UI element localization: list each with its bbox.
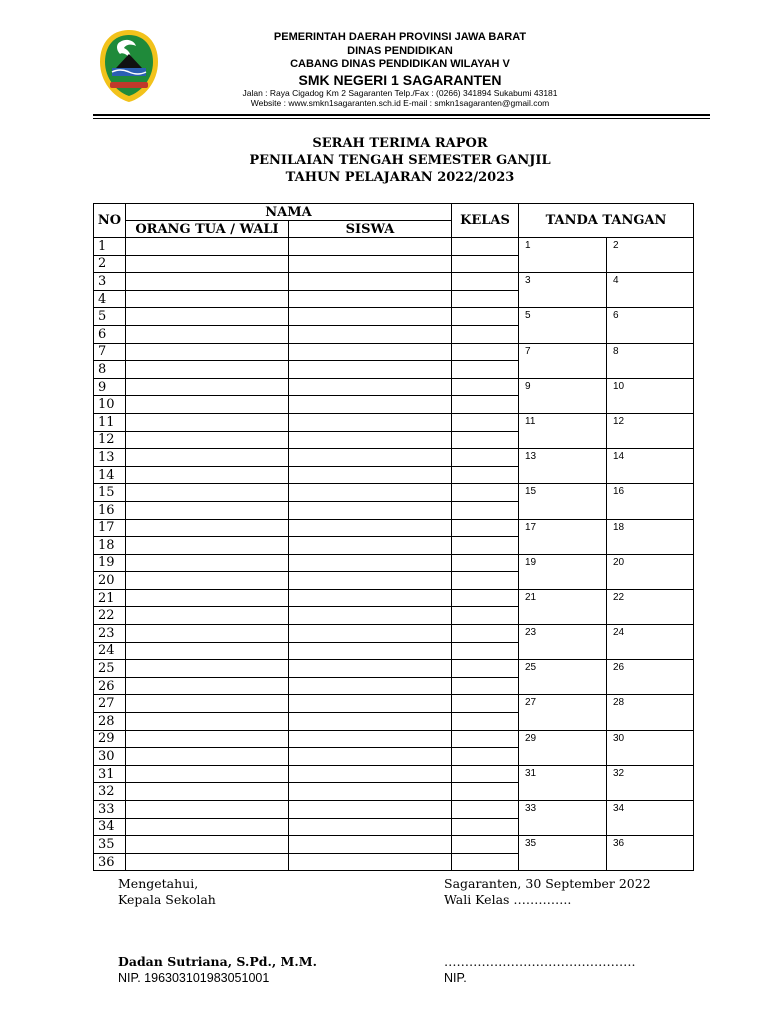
cell-siswa <box>289 238 452 256</box>
signature-cell: 20 <box>607 554 694 589</box>
cell-orang-tua <box>126 537 289 555</box>
cell-kelas <box>452 413 519 431</box>
col-tanda-tangan: TANDA TANGAN <box>519 204 694 238</box>
col-orang-tua: ORANG TUA / WALI <box>126 221 289 238</box>
table-row <box>94 273 694 291</box>
signature-cell: 2 <box>607 238 694 273</box>
row-number: 11 <box>94 413 126 431</box>
signature-cell: 34 <box>607 801 694 836</box>
signature-cell: 28 <box>607 695 694 730</box>
table-row <box>94 695 694 713</box>
signature-cell: 30 <box>607 730 694 765</box>
table-row <box>94 238 694 256</box>
cell-siswa <box>289 537 452 555</box>
table-row <box>94 730 694 748</box>
handover-table <box>93 203 694 871</box>
cell-orang-tua <box>126 625 289 643</box>
cell-kelas <box>452 677 519 695</box>
cell-orang-tua <box>126 554 289 572</box>
table-row <box>94 413 694 431</box>
cell-orang-tua <box>126 853 289 871</box>
cell-siswa <box>289 589 452 607</box>
cell-kelas <box>452 836 519 854</box>
cell-kelas <box>452 765 519 783</box>
cell-siswa <box>289 554 452 572</box>
signature-cell: 11 <box>519 413 607 448</box>
cell-orang-tua <box>126 572 289 590</box>
cell-siswa <box>289 713 452 731</box>
cell-kelas <box>452 238 519 256</box>
cell-orang-tua <box>126 748 289 766</box>
row-number: 5 <box>94 308 126 326</box>
west-java-emblem-icon <box>98 28 160 104</box>
cell-siswa <box>289 308 452 326</box>
signature-cell: 23 <box>519 625 607 660</box>
row-number: 10 <box>94 396 126 414</box>
row-number: 32 <box>94 783 126 801</box>
cell-siswa <box>289 378 452 396</box>
cell-orang-tua <box>126 238 289 256</box>
table-row <box>94 378 694 396</box>
signature-cell: 27 <box>519 695 607 730</box>
row-number: 18 <box>94 537 126 555</box>
principal-name: Dadan Sutriana, S.Pd., M.M. <box>118 954 317 969</box>
signature-cell: 17 <box>519 519 607 554</box>
signature-cell: 24 <box>607 625 694 660</box>
table-row <box>94 343 694 361</box>
row-number: 13 <box>94 449 126 467</box>
cell-kelas <box>452 466 519 484</box>
cell-orang-tua <box>126 765 289 783</box>
signature-cell: 15 <box>519 484 607 519</box>
cell-kelas <box>452 273 519 291</box>
cell-orang-tua <box>126 325 289 343</box>
col-siswa: SISWA <box>289 221 452 238</box>
cell-siswa <box>289 765 452 783</box>
signature-cell: 10 <box>607 378 694 413</box>
cell-kelas <box>452 396 519 414</box>
row-number: 24 <box>94 642 126 660</box>
cell-orang-tua <box>126 695 289 713</box>
table-row <box>94 801 694 819</box>
row-number: 12 <box>94 431 126 449</box>
row-number: 33 <box>94 801 126 819</box>
row-number: 29 <box>94 730 126 748</box>
cell-orang-tua <box>126 308 289 326</box>
cell-siswa <box>289 818 452 836</box>
address-line: Jalan : Raya Cigadog Km 2 Sagaranten Telp./Fax : (0266) 341894 Sukabumi 43181 <box>242 88 558 98</box>
cell-kelas <box>452 818 519 836</box>
cell-orang-tua <box>126 642 289 660</box>
signature-cell: 13 <box>519 449 607 484</box>
row-number: 35 <box>94 836 126 854</box>
cell-orang-tua <box>126 431 289 449</box>
row-number: 3 <box>94 273 126 291</box>
table-row <box>94 660 694 678</box>
cell-siswa <box>289 273 452 291</box>
row-number: 19 <box>94 554 126 572</box>
cell-orang-tua <box>126 677 289 695</box>
row-number: 9 <box>94 378 126 396</box>
cell-kelas <box>452 695 519 713</box>
col-no: NO <box>94 204 126 238</box>
signature-cell: 19 <box>519 554 607 589</box>
cell-orang-tua <box>126 449 289 467</box>
cell-siswa <box>289 361 452 379</box>
cell-orang-tua <box>126 255 289 273</box>
cell-siswa <box>289 484 452 502</box>
row-number: 1 <box>94 238 126 256</box>
homeroom-name-blank: ………………………………………. <box>444 954 636 969</box>
signature-cell: 22 <box>607 589 694 624</box>
table-row <box>94 308 694 326</box>
principal-title: Kepala Sekolah <box>118 892 216 907</box>
cell-orang-tua <box>126 273 289 291</box>
row-number: 15 <box>94 484 126 502</box>
signature-cell: 8 <box>607 343 694 378</box>
cell-orang-tua <box>126 713 289 731</box>
table-row <box>94 484 694 502</box>
cell-siswa <box>289 783 452 801</box>
cell-orang-tua <box>126 836 289 854</box>
signature-cell: 4 <box>607 273 694 308</box>
school-name: SMK NEGERI 1 SAGARANTEN <box>298 72 502 88</box>
cell-kelas <box>452 625 519 643</box>
cell-siswa <box>289 625 452 643</box>
table-row <box>94 625 694 643</box>
cell-kelas <box>452 537 519 555</box>
cell-kelas <box>452 660 519 678</box>
govt-line: PEMERINTAH DAERAH PROVINSI JAWA BARAT <box>273 31 527 43</box>
cell-siswa <box>289 290 452 308</box>
signature-cell: 33 <box>519 801 607 836</box>
cell-siswa <box>289 677 452 695</box>
cell-siswa <box>289 642 452 660</box>
row-number: 7 <box>94 343 126 361</box>
cell-siswa <box>289 607 452 625</box>
row-number: 36 <box>94 853 126 871</box>
row-number: 27 <box>94 695 126 713</box>
cell-siswa <box>289 255 452 273</box>
cell-kelas <box>452 713 519 731</box>
cell-orang-tua <box>126 290 289 308</box>
header-rule-thin <box>93 118 710 119</box>
signature-cell: 26 <box>607 660 694 695</box>
signature-cell: 21 <box>519 589 607 624</box>
cell-siswa <box>289 431 452 449</box>
table-row <box>94 519 694 537</box>
cell-kelas <box>452 783 519 801</box>
cell-kelas <box>452 748 519 766</box>
cell-orang-tua <box>126 501 289 519</box>
cell-siswa <box>289 396 452 414</box>
row-number: 25 <box>94 660 126 678</box>
cell-orang-tua <box>126 783 289 801</box>
homeroom-nip: NIP. <box>444 971 467 985</box>
cell-kelas <box>452 589 519 607</box>
cell-orang-tua <box>126 343 289 361</box>
table-row <box>94 554 694 572</box>
cell-siswa <box>289 325 452 343</box>
branch-line: CABANG DINAS PENDIDIKAN WILAYAH V <box>290 58 510 70</box>
row-number: 26 <box>94 677 126 695</box>
homeroom-title: Wali Kelas ………….. <box>444 892 572 907</box>
cell-siswa <box>289 853 452 871</box>
signature-cell: 32 <box>607 765 694 800</box>
place-date: Sagaranten, 30 September 2022 <box>444 876 651 891</box>
signature-cell: 3 <box>519 273 607 308</box>
signature-cell: 5 <box>519 308 607 343</box>
cell-siswa <box>289 695 452 713</box>
cell-kelas <box>452 484 519 502</box>
cell-siswa <box>289 413 452 431</box>
cell-siswa <box>289 801 452 819</box>
signature-cell: 18 <box>607 519 694 554</box>
cell-kelas <box>452 308 519 326</box>
cell-orang-tua <box>126 519 289 537</box>
cell-siswa <box>289 660 452 678</box>
signature-cell: 12 <box>607 413 694 448</box>
row-number: 34 <box>94 818 126 836</box>
row-number: 8 <box>94 361 126 379</box>
signature-cell: 6 <box>607 308 694 343</box>
signature-cell: 9 <box>519 378 607 413</box>
row-number: 6 <box>94 325 126 343</box>
dept-line: DINAS PENDIDIKAN <box>347 45 453 57</box>
signature-cell: 31 <box>519 765 607 800</box>
header-rule-thick <box>93 114 710 116</box>
cell-kelas <box>452 325 519 343</box>
signature-cell: 1 <box>519 238 607 273</box>
cell-orang-tua <box>126 413 289 431</box>
signature-cell: 25 <box>519 660 607 695</box>
row-number: 2 <box>94 255 126 273</box>
col-kelas: KELAS <box>452 204 519 238</box>
row-number: 14 <box>94 466 126 484</box>
row-number: 31 <box>94 765 126 783</box>
row-number: 28 <box>94 713 126 731</box>
row-number: 23 <box>94 625 126 643</box>
signature-cell: 29 <box>519 730 607 765</box>
row-number: 22 <box>94 607 126 625</box>
cell-kelas <box>452 730 519 748</box>
cell-kelas <box>452 642 519 660</box>
row-number: 21 <box>94 589 126 607</box>
signature-cell: 7 <box>519 343 607 378</box>
cell-orang-tua <box>126 660 289 678</box>
signature-cell: 35 <box>519 836 607 871</box>
cell-kelas <box>452 853 519 871</box>
cell-siswa <box>289 748 452 766</box>
cell-siswa <box>289 572 452 590</box>
cell-orang-tua <box>126 801 289 819</box>
row-number: 30 <box>94 748 126 766</box>
row-number: 17 <box>94 519 126 537</box>
cell-kelas <box>452 378 519 396</box>
table-row <box>94 589 694 607</box>
cell-kelas <box>452 572 519 590</box>
cell-kelas <box>452 554 519 572</box>
cell-orang-tua <box>126 484 289 502</box>
cell-orang-tua <box>126 818 289 836</box>
signature-cell: 36 <box>607 836 694 871</box>
doc-title: SERAH TERIMA RAPOR <box>312 136 488 151</box>
cell-siswa <box>289 730 452 748</box>
row-number: 20 <box>94 572 126 590</box>
cell-orang-tua <box>126 589 289 607</box>
col-nama: NAMA <box>126 204 452 221</box>
cell-siswa <box>289 466 452 484</box>
cell-kelas <box>452 449 519 467</box>
cell-kelas <box>452 431 519 449</box>
signature-cell: 14 <box>607 449 694 484</box>
acknowledged-label: Mengetahui, <box>118 876 199 891</box>
principal-nip: NIP. 196303101983051001 <box>118 971 270 985</box>
web-line: Website : www.smkn1sagaranten.sch.id E-mail : smkn1sagaranten@gmail.com <box>250 98 550 108</box>
cell-siswa <box>289 449 452 467</box>
cell-kelas <box>452 519 519 537</box>
cell-kelas <box>452 290 519 308</box>
doc-year: TAHUN PELAJARAN 2022/2023 <box>285 170 515 185</box>
cell-orang-tua <box>126 607 289 625</box>
cell-kelas <box>452 255 519 273</box>
cell-kelas <box>452 801 519 819</box>
cell-orang-tua <box>126 378 289 396</box>
table-row <box>94 449 694 467</box>
cell-kelas <box>452 361 519 379</box>
cell-orang-tua <box>126 466 289 484</box>
table-row <box>94 836 694 854</box>
table-row <box>94 765 694 783</box>
cell-siswa <box>289 501 452 519</box>
cell-orang-tua <box>126 730 289 748</box>
row-number: 16 <box>94 501 126 519</box>
cell-siswa <box>289 343 452 361</box>
cell-kelas <box>452 343 519 361</box>
cell-orang-tua <box>126 361 289 379</box>
cell-kelas <box>452 501 519 519</box>
signature-cell: 16 <box>607 484 694 519</box>
doc-subtitle: PENILAIAN TENGAH SEMESTER GANJIL <box>249 153 551 168</box>
cell-kelas <box>452 607 519 625</box>
cell-siswa <box>289 519 452 537</box>
cell-orang-tua <box>126 396 289 414</box>
cell-siswa <box>289 836 452 854</box>
row-number: 4 <box>94 290 126 308</box>
